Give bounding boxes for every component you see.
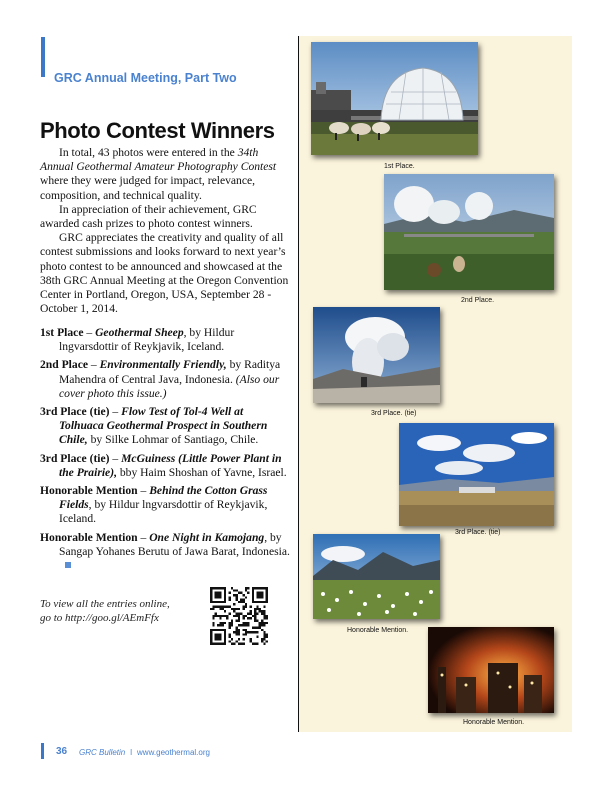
footer-accent-bar	[41, 743, 44, 759]
end-of-article-icon	[65, 562, 71, 568]
photo-caption: 1st Place.	[384, 163, 415, 170]
winner-entry: Honorable Mention – One Night in Kamojang, by Sangap Yohanes Berutu of Jawa Barat, Indonesia.	[40, 531, 290, 574]
photo-third-place-prairie	[399, 423, 554, 526]
photo-caption: 3rd Place. (tie)	[455, 529, 501, 536]
winners-list	[40, 326, 290, 577]
photo-honorable-kamojang	[428, 627, 554, 713]
photo-caption: 2nd Place.	[461, 297, 495, 304]
publication-name: GRC Bulletin	[79, 748, 126, 757]
photo-second-place	[384, 174, 554, 290]
photo-caption: Honorable Mention.	[463, 719, 525, 726]
entries-online-note: To view all the entries online, go to http://goo.gl/AEmFfx	[40, 598, 170, 624]
winner-entry: Honorable Mention – Behind the Cotton Grass Fields, by Hildur lngvarsdottir of Reykjavik, Iceland.	[40, 484, 268, 526]
section-accent-bar	[41, 37, 45, 77]
footer-separator: l	[130, 748, 133, 757]
photo-first-place	[311, 42, 478, 155]
entries-link[interactable]: go to http://goo.gl/AEmFfx	[40, 612, 159, 624]
contest-name: 34th Annual Geothermal Amateur Photography Contest	[40, 146, 277, 174]
winner-entry: 3rd Place (tie) – Flow Test of Tol-4 Well at Tolhuaca Geothermal Prospect in Southern Chile, by Silke Lohmar of Santiago, Chile.	[40, 405, 268, 447]
winner-entry: 3rd Place (tie) – McGuiness (Little Power Plant in the Prairie), bby Haim Shoshan of Yavne, Israel.	[40, 451, 287, 479]
page-number: 36	[56, 746, 68, 757]
intro-paragraph: In total, 43 photos were entered in the 34th Annual Geothermal Amateur Photography Contest where they were judged for impact, relevance, composition, and technical quality.	[40, 146, 277, 202]
photo-caption: 3rd Place. (tie)	[371, 410, 417, 417]
photo-caption: Honorable Mention.	[347, 627, 409, 634]
website-link[interactable]: www.geothermal.org	[137, 748, 210, 757]
intro-paragraph: In appreciation of their achievement, GRC awarded cash prizes to photo contest winners.	[40, 202, 257, 231]
qr-code-icon[interactable]	[210, 587, 268, 645]
winner-entry: 1st Place – Geothermal Sheep, by Hildur lngvarsdottir of Reykjavik, Iceland.	[40, 326, 235, 354]
footer-info	[79, 748, 210, 757]
column-divider	[298, 36, 299, 732]
photo-honorable-cotton-grass	[313, 534, 440, 619]
page-title: Photo Contest Winners	[40, 118, 275, 143]
intro-paragraph: GRC appreciates the creativity and quality of all contest submissions and looks forward to next year’s photo contest to be announced and showcased at the 38th GRC Annual Meeting at the Oregon Convention Center in Portland, Oregon, USA, September 28 - October 1, 2014.	[40, 231, 289, 316]
photo-third-place-chile	[313, 307, 440, 403]
section-title: GRC Annual Meeting, Part Two	[54, 71, 237, 85]
winner-entry: 2nd Place – Environmentally Friendly, by Raditya Mahendra of Central Java, Indonesia. (Also our cover photo this issue.)	[40, 358, 281, 400]
intro-text	[40, 146, 290, 316]
